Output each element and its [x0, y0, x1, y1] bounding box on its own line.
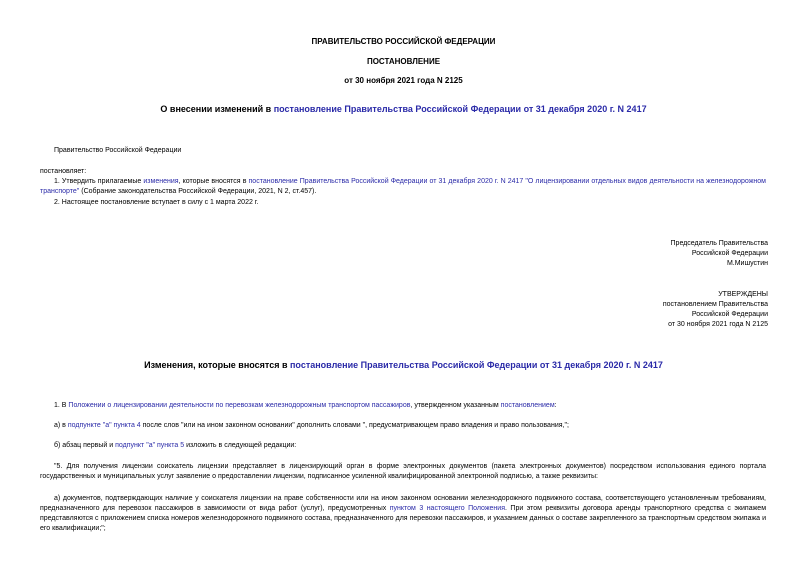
item-b-text-b: изложить в следующей редакции: [184, 442, 297, 449]
item-a [54, 421, 569, 431]
regulation-link[interactable]: Положении о лицензировании деятельности по перевозкам железнодорожным транспортом пассажиров [68, 402, 411, 409]
item-1-text-c: : [554, 402, 557, 409]
document-title-text: О внесении изменений в [160, 104, 274, 114]
issuer: Правительство Российской Федерации [54, 147, 182, 154]
decree-link[interactable]: постановлением [500, 402, 555, 409]
item-a-text-a: а) в [54, 422, 68, 429]
subparagraph-a-point-4-link[interactable]: подпункте "а" пункта 4 [67, 422, 141, 429]
item-1-text-a: 1. В [54, 402, 69, 409]
government-heading: ПРАВИТЕЛЬСТВО РОССИЙСКОЙ ФЕДЕРАЦИИ [311, 37, 496, 46]
signature-country: Российской Федерации [691, 250, 768, 257]
item-b [54, 441, 296, 451]
decree-2417-full-link[interactable]: постановление Правительства Российской Федерации от 31 декабря 2020 г. N 2417 "О лицензировании отдельных видов деятельности на железнодорожном транспорте" [40, 178, 766, 195]
approval-line-2: постановлением Правительства [662, 301, 768, 308]
paragraph-1-text-c: (Собрание законодательства Российской Федерации, 2021, N 2, ст.457). [79, 188, 317, 195]
approval-line-1: УТВЕРЖДЕНЫ [718, 291, 768, 298]
approval-block [560, 290, 768, 330]
item-1-text-b: , утвержденном указанным [410, 402, 501, 409]
signature-title: Председатель Правительства [670, 240, 768, 247]
quoted-subparagraph-a [40, 494, 766, 534]
changes-title-text: Изменения, которые вносятся в [144, 360, 290, 370]
paragraph-1-text-a: 1. Утвердить прилагаемые [54, 178, 144, 185]
decrees-word: постановляет: [40, 168, 87, 175]
item-b-text-a: б) абзац первый и [54, 442, 116, 449]
signature-block [560, 239, 768, 269]
document-date-number: от 30 ноября 2021 года N 2125 [344, 76, 463, 85]
paragraph-1-text-b: , которые вносятся в [178, 178, 249, 185]
approval-line-3: Российской Федерации [691, 311, 768, 318]
item-1 [54, 401, 557, 411]
document-type: ПОСТАНОВЛЕНИЕ [366, 57, 441, 66]
point-3-link[interactable]: пунктом 3 настоящего Положения [389, 505, 505, 512]
decree-2417-link[interactable]: постановление Правительства Российской Федерации от 31 декабря 2020 г. N 2417 [273, 104, 647, 114]
quoted-subparagraph-a-text-b: . При этом реквизиты договора аренды транспортного средства с экипажем представляются с приложением списка номеров железнодорожного подвижного состава, предназначенного для перевозки пассажиров, и указанием данных о составе закрепленного за транспортным средством экипажа и его квалификации;"; [40, 505, 767, 532]
quoted-point-5: "5. Для получения лицензии соискатель лицензии представляет в лицензирующий орган в форме электронных документов (пакета электронных документов) посредством использования единого портала государственных и муниципальных услуг заявление о предоставлении лицензии, подписанное усиленной квалифицированной электронной подписью, а также реквизиты: [40, 463, 766, 480]
changes-decree-link[interactable]: постановление Правительства Российской Федерации от 31 декабря 2020 г. N 2417 [290, 360, 663, 370]
subparagraph-a-point-5-link[interactable]: подпункт "а" пункта 5 [115, 442, 185, 449]
paragraph-1 [40, 177, 766, 197]
approval-line-4: от 30 ноября 2021 года N 2125 [668, 321, 768, 328]
signature-name: М.Мишустин [726, 260, 768, 267]
paragraph-2: 2. Настоящее постановление вступает в силу с 1 марта 2022 г. [54, 199, 259, 206]
changes-title [0, 360, 807, 370]
document-title [0, 104, 807, 114]
changes-link[interactable]: изменения [143, 178, 179, 185]
item-a-text-b: после слов "или на ином законном основании" дополнить словами ", предусматривающем право владения и право пользования,"; [140, 422, 569, 429]
quoted-subparagraph-a-text-a: а) документов, подтверждающих наличие у соискателя лицензии на праве собственности или на ином законном основании железнодорожного подвижного состава, соответствующего установленным требованиям, предназначенного для перевозок пассажиров в зависимости от вида работ (услуг), предусмотренных [40, 495, 766, 512]
